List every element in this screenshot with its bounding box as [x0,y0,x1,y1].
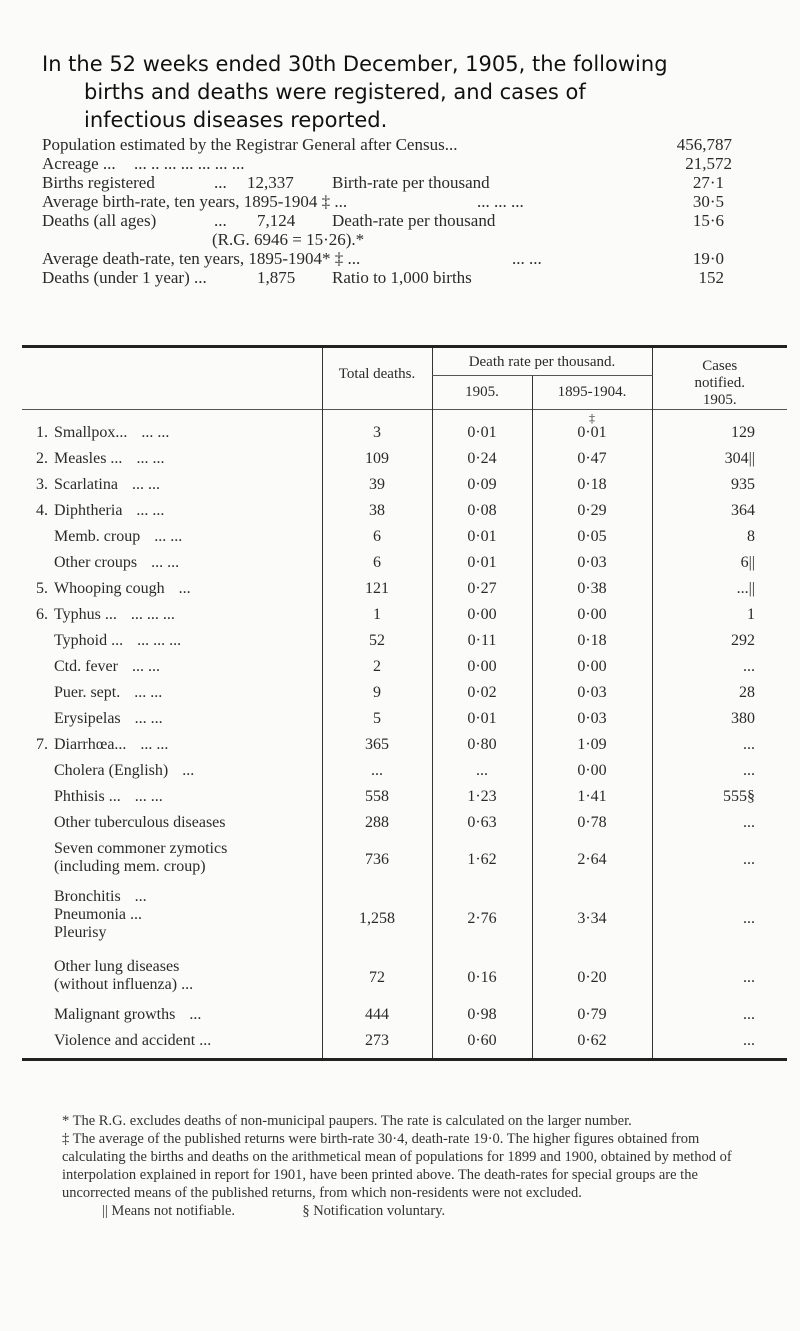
table-row [22,840,787,888]
row-total-deaths: 1 [322,606,432,632]
row-cases-notified: 304|| [652,450,787,476]
row-rate-1905: 0·02 [432,684,532,710]
row-total-deaths: 109 [322,450,432,476]
row-rate-1895-1904: 1·09 [532,736,652,762]
row-cases-notified: 364 [652,502,787,528]
row-leader-dots: ... ... [134,710,163,727]
row-label-cell [22,736,322,762]
row-label: Other lung diseases [54,958,180,975]
table-row [22,580,787,606]
row-cases-notified: 380 [652,710,787,736]
row-cases-notified: ... [652,762,787,788]
birth-rate-value: 27·1 [692,173,724,192]
row-number: 6. [36,606,48,623]
acreage-dots: ... .. ... ... ... ... ... [134,154,245,173]
row-cases-notified: ... [652,840,787,888]
row-label-cell [22,1006,322,1032]
death-rate-value: 15·6 [692,211,724,230]
population-value: 456,787 [676,135,732,154]
table-row [22,710,787,736]
row-rate-1895-1904: 0·00 [532,658,652,684]
row-label-cell [22,958,322,1006]
header-spacer-total [322,410,432,425]
heading-line-1: In the 52 weeks ended 30th December, 1905, the following [42,52,668,76]
avg-death-value: 19·0 [692,249,724,268]
table-row [22,814,787,840]
footnotes [42,1112,757,1220]
heading-line-2: births and deaths were registered, and cases of [84,80,586,104]
header-death-rate: Death rate per thousand. [432,347,652,376]
population-row [42,135,732,154]
avg-birth-row [42,192,732,211]
row-rate-1895-1904: 0·38 [532,580,652,606]
births-value: 12,337 [247,173,294,192]
table-row [22,476,787,502]
avg-birth-dots: ... ... ... [477,192,524,211]
table-row [22,888,787,958]
row-rate-1905: 0·80 [432,736,532,762]
row-leader-dots: ... [178,580,191,597]
row-rate-1905: 0·00 [432,658,532,684]
row-label: Erysipelas [54,710,121,727]
row-rate-1895-1904: 0·03 [532,684,652,710]
row-label: Other croups [54,554,138,571]
row-total-deaths: 9 [322,684,432,710]
avg-birth-label: Average birth-rate, ten years, 1895-1904 ‡ ... [42,192,348,211]
row-leader-dots: ... [182,762,195,779]
row-total-deaths: 52 [322,632,432,658]
deaths-label: Deaths (all ages) [42,211,157,230]
row-label-cell [22,424,322,450]
row-rate-1905: 0·01 [432,424,532,450]
row-label-cell [22,840,322,888]
births-label: Births registered [42,173,155,192]
row-label-cell [22,814,322,840]
summary-block [42,135,732,287]
row-cases-notified: 1 [652,606,787,632]
row-rate-1905: 1·23 [432,788,532,814]
row-label: Memb. croup [54,528,141,545]
row-rate-1895-1904: 0·18 [532,632,652,658]
row-cases-notified: ... [652,658,787,684]
row-number: 5. [36,580,48,597]
row-rate-1905: 0·01 [432,554,532,580]
header-1895-1904: 1895-1904. [532,376,652,410]
row-leader-dots: ... ... [134,684,163,701]
row-cases-notified: 935 [652,476,787,502]
acreage-value: 21,572 [685,154,732,173]
row-total-deaths: ... [322,762,432,788]
row-total-deaths: 121 [322,580,432,606]
row-cases-notified: 555§ [652,788,787,814]
row-cases-notified: ...|| [652,580,787,606]
avg-death-label: Average death-rate, ten years, 1895-1904* ‡ ... [42,249,361,268]
mortality-table [22,345,787,1061]
heading-line-3: infectious diseases reported. [84,108,388,132]
row-total-deaths: 6 [322,554,432,580]
row-label: Cholera (English) [54,762,169,779]
row-label-cell [22,554,322,580]
page-heading [42,50,762,134]
row-rate-1905: 0·60 [432,1032,532,1060]
row-rate-1895-1904: 0·20 [532,958,652,1006]
table-row [22,684,787,710]
row-rate-1905: 0·09 [432,476,532,502]
infant-deaths-value: 1,875 [257,268,296,287]
row-label: Whooping cough [54,580,165,597]
row-rate-1895-1904: 0·03 [532,710,652,736]
row-total-deaths: 5 [322,710,432,736]
header-blank [22,347,322,410]
row-label: Measles ... [54,450,123,467]
row-rate-1905: 0·01 [432,528,532,554]
row-rate-1895-1904: 0·47 [532,450,652,476]
ratio-value: 152 [698,268,724,287]
row-label-cell [22,528,322,554]
row-label-cell [22,788,322,814]
row-rate-1905: 1·62 [432,840,532,888]
row-label: Puer. sept. [54,684,121,701]
table-row [22,502,787,528]
row-rate-1905: 0·11 [432,632,532,658]
row-leader-dots: ... ... ... [130,606,175,623]
row-cases-notified: ... [652,814,787,840]
row-total-deaths: 3 [322,424,432,450]
row-leader-dots: ... ... ... [137,632,182,649]
table-row [22,1006,787,1032]
row-label: Phthisis ... [54,788,121,805]
row-label-cell [22,710,322,736]
table-row [22,450,787,476]
population-label: Population estimated by the Registrar General after Census... [42,135,458,154]
dagger-mark: ‡ [532,410,652,425]
row-label: Smallpox... [54,424,128,441]
avg-death-row [42,249,732,268]
row-rate-1895-1904: 0·03 [532,554,652,580]
row-total-deaths: 2 [322,658,432,684]
avg-death-dots: ... ... [512,249,542,268]
row-rate-1905: 0·08 [432,502,532,528]
row-label-cell [22,580,322,606]
rg-note: (R.G. 6946 = 15·26).* [212,230,365,249]
row-cases-notified: ... [652,1006,787,1032]
row-label-continued: (without influenza) ... [54,976,194,993]
row-label-cell [22,476,322,502]
row-rate-1905: 0·63 [432,814,532,840]
table-row [22,788,787,814]
births-row [42,173,732,192]
row-leader-dots: ... ... [154,528,183,545]
row-total-deaths: 273 [322,1032,432,1060]
row-label: Typhus ... [54,606,117,623]
footnote-star: * The R.G. excludes deaths of non-municipal paupers. The rate is calculated on the larger number. [62,1113,632,1129]
row-label-cell [22,888,322,958]
row-leader-dots: ... ... [136,502,165,519]
row-total-deaths: 1,258 [322,888,432,958]
row-number: 3. [36,476,48,493]
births-dots: ... [214,173,227,192]
row-number: 1. [36,424,48,441]
table-row [22,1032,787,1060]
row-label-continued: Pneumonia ... [54,906,142,923]
acreage-row [42,154,732,173]
table-row [22,424,787,450]
row-leader-dots: ... ... [141,424,170,441]
row-rate-1895-1904: 2·64 [532,840,652,888]
row-total-deaths: 365 [322,736,432,762]
table-row [22,658,787,684]
row-cases-notified: 129 [652,424,787,450]
row-label-cell [22,762,322,788]
header-cases-notified: Cases notified. 1905. [652,347,787,410]
row-label: Scarlatina [54,476,118,493]
row-label: Diarrhœa... [54,736,127,753]
row-leader-dots: ... ... [131,476,160,493]
row-label: Ctd. fever [54,658,118,675]
row-rate-1895-1904: 0·01 [532,424,652,450]
row-label: Diphtheria [54,502,123,519]
row-label: Violence and accident ... [54,1032,212,1049]
header-spacer-cases [652,410,787,425]
table-row [22,632,787,658]
row-label-cell [22,632,322,658]
infant-deaths-label: Deaths (under 1 year) ... [42,268,207,287]
row-rate-1905: 0·27 [432,580,532,606]
table-row [22,606,787,632]
row-label-cell [22,450,322,476]
header-spacer [22,410,322,425]
row-cases-notified: 28 [652,684,787,710]
row-total-deaths: 444 [322,1006,432,1032]
row-rate-1895-1904: 0·05 [532,528,652,554]
row-label: Bronchitis [54,888,121,905]
footnote-dagger: ‡ The average of the published returns were birth-rate 30·4, death-rate 19·0. The higher figures obtained from calculating the births and deaths on the arithmetical mean of populations for 1899 and 1900, obtained by method of interpolation explained in report for 1901, have been printed above. The death-rates for special groups are the uncorrected means of the published returns, from which non-residents were not excluded. [62,1131,732,1201]
row-total-deaths: 38 [322,502,432,528]
row-rate-1895-1904: 0·62 [532,1032,652,1060]
row-label: Seven commoner zymotics [54,840,228,857]
deaths-value: 7,124 [257,211,296,230]
header-1905: 1905. [432,376,532,410]
row-rate-1895-1904: 0·79 [532,1006,652,1032]
row-leader-dots: ... ... [134,788,163,805]
header-spacer-1905 [432,410,532,425]
row-leader-dots: ... ... [140,736,169,753]
row-cases-notified: 6|| [652,554,787,580]
header-total-deaths: Total deaths. [322,347,432,410]
acreage-label: Acreage ... [42,154,116,173]
row-cases-notified: 292 [652,632,787,658]
table-row [22,528,787,554]
row-leader-dots: ... [189,1006,202,1023]
deaths-row [42,211,732,230]
table-row [22,958,787,1006]
row-cases-notified: 8 [652,528,787,554]
row-leader-dots: ... ... [131,658,160,675]
row-total-deaths: 6 [322,528,432,554]
row-total-deaths: 72 [322,958,432,1006]
row-rate-1895-1904: 3·34 [532,888,652,958]
row-rate-1905: 0·01 [432,710,532,736]
row-number: 7. [36,736,48,753]
footnote-voluntary: § Notification voluntary. [302,1203,446,1219]
row-rate-1895-1904: 0·18 [532,476,652,502]
table-row [22,736,787,762]
row-label-cell [22,502,322,528]
row-label: Other tuberculous diseases [54,814,226,831]
row-rate-1895-1904: 0·00 [532,606,652,632]
row-rate-1895-1904: 0·00 [532,762,652,788]
birth-rate-label: Birth-rate per thousand [332,173,490,192]
row-label-cell [22,684,322,710]
row-label-continued: (including mem. croup) [54,858,206,875]
row-total-deaths: 558 [322,788,432,814]
death-rate-label: Death-rate per thousand [332,211,496,230]
table-row [22,554,787,580]
row-leader-dots: ... ... [136,450,165,467]
row-label-cell [22,606,322,632]
rg-note-row [42,230,732,249]
row-cases-notified: ... [652,958,787,1006]
row-label-cell [22,1032,322,1060]
footnote-not-notifiable: || Means not notifiable. [102,1203,236,1219]
row-label-cell [22,658,322,684]
row-rate-1895-1904: 0·78 [532,814,652,840]
infant-deaths-row [42,268,732,287]
deaths-dots: ... [214,211,227,230]
row-number: 4. [36,502,48,519]
row-rate-1895-1904: 0·29 [532,502,652,528]
row-leader-dots: ... ... [151,554,180,571]
row-total-deaths: 288 [322,814,432,840]
row-rate-1905: 0·16 [432,958,532,1006]
row-total-deaths: 736 [322,840,432,888]
row-cases-notified: ... [652,1032,787,1060]
row-total-deaths: 39 [322,476,432,502]
row-leader-dots: ... [134,888,147,905]
row-label-continued: Pleurisy [54,924,107,941]
row-cases-notified: ... [652,888,787,958]
avg-birth-value: 30·5 [692,192,724,211]
row-cases-notified: ... [652,736,787,762]
row-rate-1905: 0·98 [432,1006,532,1032]
row-rate-1905: 2·76 [432,888,532,958]
table-row [22,762,787,788]
row-label: Typhoid ... [54,632,124,649]
ratio-label: Ratio to 1,000 births [332,268,472,287]
row-rate-1895-1904: 1·41 [532,788,652,814]
row-number: 2. [36,450,48,467]
row-rate-1905: ... [432,762,532,788]
row-rate-1905: 0·00 [432,606,532,632]
row-rate-1905: 0·24 [432,450,532,476]
row-label: Malignant growths [54,1006,176,1023]
